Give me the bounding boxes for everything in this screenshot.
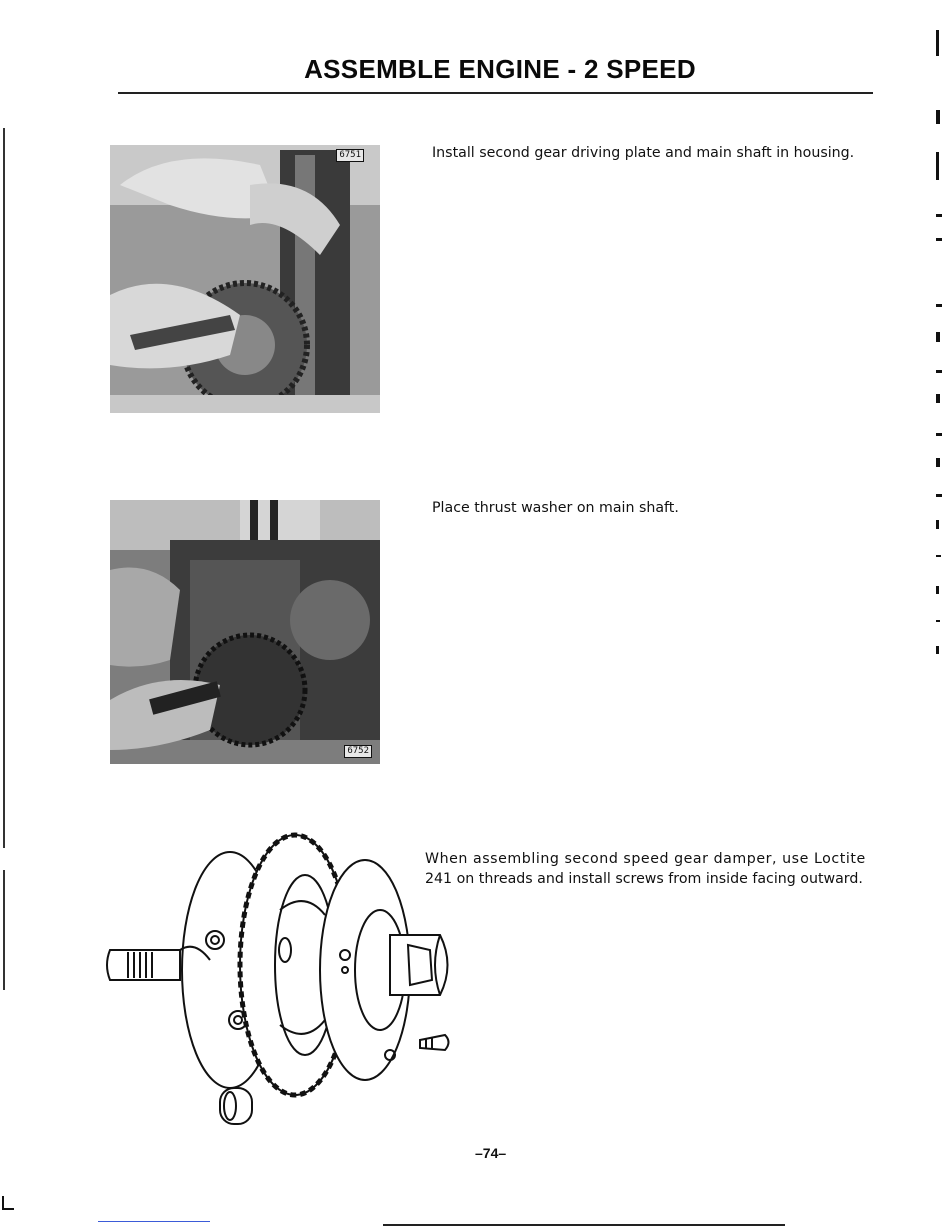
thrust-washer-photo-icon (110, 500, 380, 764)
gear-damper-exploded-diagram (100, 820, 470, 1130)
bottom-link-underline (98, 1221, 210, 1222)
right-edge-scan-marks (930, 30, 950, 670)
title-rule (118, 92, 873, 94)
step-2-text: Place thrust washer on main shaft. (432, 500, 679, 516)
step-3-text (425, 849, 885, 889)
step-3-text-line-2: 241 on threads and install screws from inside facing outward. (425, 871, 863, 887)
binding-edge-line (3, 128, 5, 848)
corner-scan-mark (2, 1196, 14, 1210)
bottom-rule (383, 1224, 785, 1226)
thrust-washer-photo (110, 500, 380, 764)
photo-reference-tag: 6752 (344, 745, 372, 758)
page-number: –74– (475, 1145, 507, 1161)
step-1-text: Install second gear driving plate and main shaft in housing. (432, 145, 855, 161)
gear-assembly-photo (110, 145, 380, 413)
step-3-text-line-1: When assembling second speed gear damper, use Loctite (425, 851, 866, 867)
gear-damper-exploded-diagram-icon (100, 820, 470, 1130)
photo-reference-tag: 6751 (336, 149, 364, 162)
binding-edge-line-lower (3, 870, 5, 990)
page-title: ASSEMBLE ENGINE - 2 SPEED (304, 54, 696, 84)
gear-assembly-photo-icon (110, 145, 380, 413)
